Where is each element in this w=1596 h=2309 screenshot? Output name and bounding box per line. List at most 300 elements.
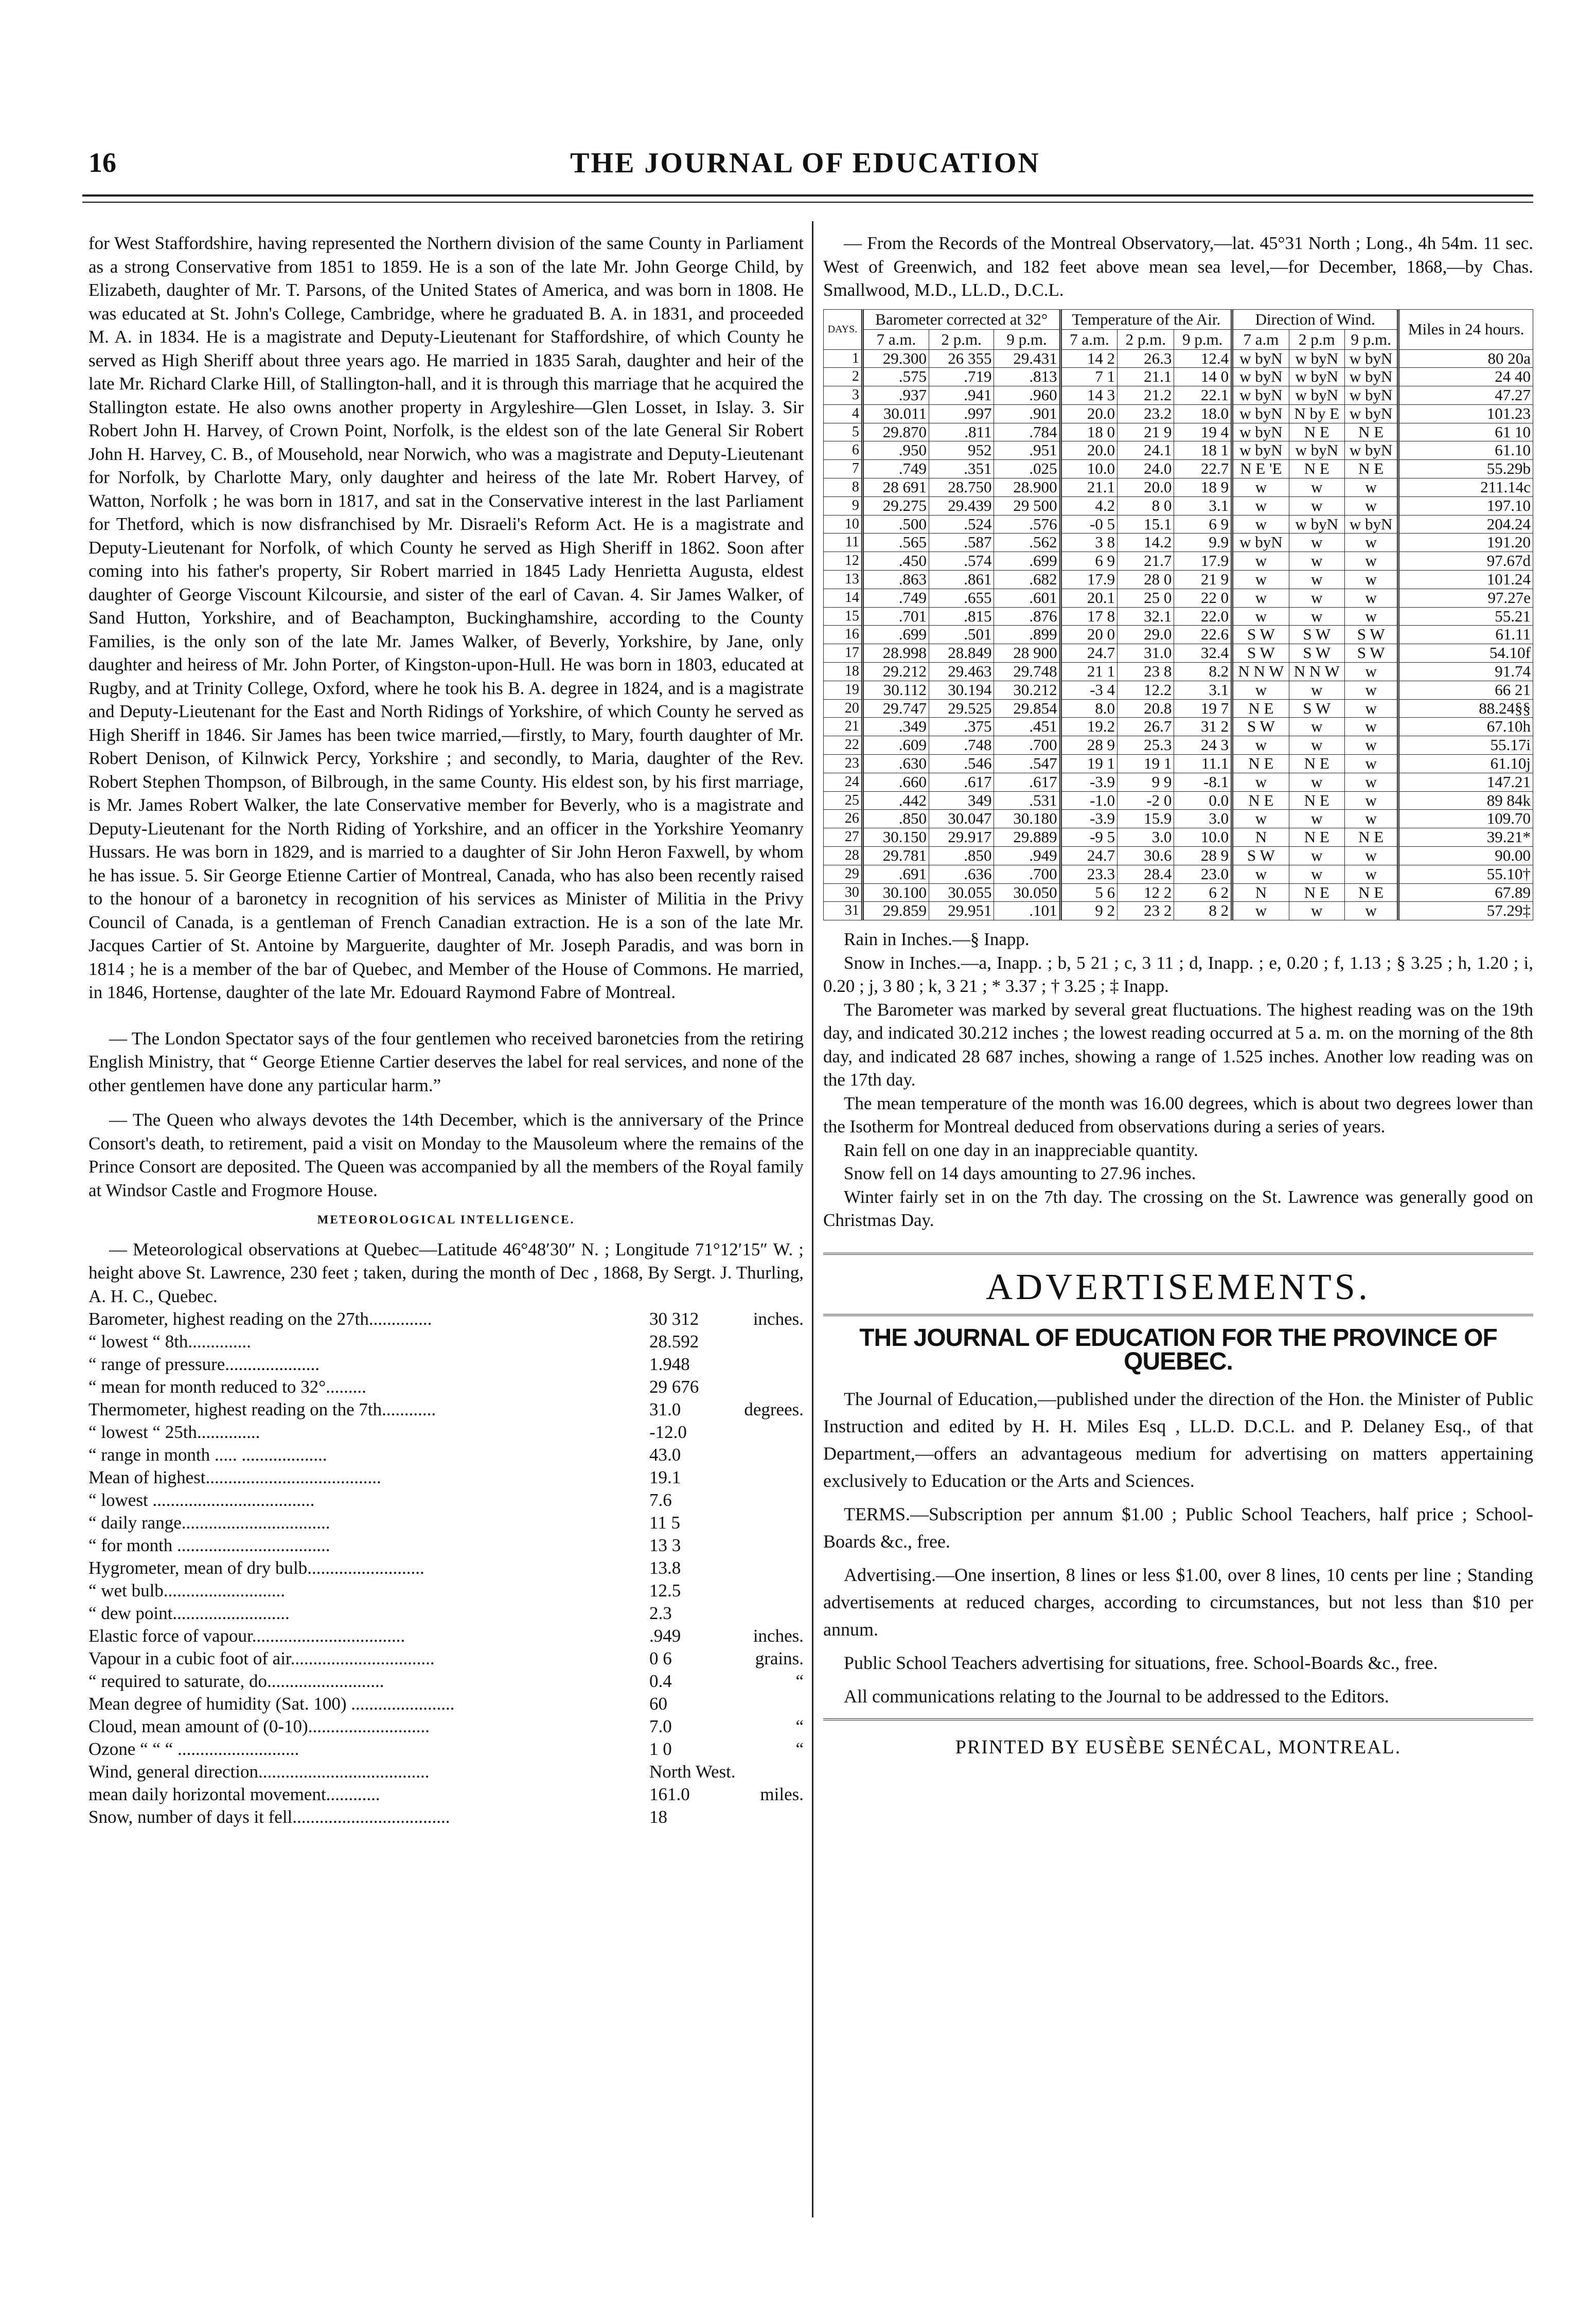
weather-cell: 29.275: [862, 496, 929, 515]
weather-cell: 349: [929, 791, 994, 810]
weather-cell: 101.23: [1398, 404, 1533, 423]
weather-cell: w byN: [1344, 349, 1398, 368]
weather-cell: 23.2: [1118, 404, 1174, 423]
weather-cell: 61 10: [1398, 423, 1533, 441]
weather-cell: S W: [1232, 718, 1289, 736]
weather-cell: 30.011: [862, 404, 929, 423]
weather-row: [824, 386, 1533, 405]
weather-cell: 21 9: [1118, 423, 1174, 441]
weather-cell: .876: [994, 607, 1060, 626]
weather-cell: w: [1344, 902, 1398, 920]
weather-cell: 29 500: [994, 496, 1060, 515]
day-cell: 4: [824, 404, 863, 423]
weather-cell: .576: [994, 515, 1060, 534]
weather-cell: .719: [929, 368, 994, 386]
weather-cell: w byN: [1289, 349, 1344, 368]
weather-cell: .617: [994, 773, 1060, 791]
weather-cell: 29.889: [994, 828, 1060, 847]
weather-cell: 22.6: [1174, 626, 1232, 644]
weather-cell: 30.6: [1118, 847, 1174, 865]
weather-cell: 22 0: [1174, 589, 1232, 607]
weather-cell: w: [1344, 736, 1398, 755]
weather-cell: -3.9: [1060, 810, 1118, 828]
weather-cell: 67.89: [1398, 883, 1533, 902]
weather-cell: w: [1289, 865, 1344, 883]
baronets-article: for West Staffordshire, having represented the Northern division of the same County in Parliament as a strong Conservative from 1851 to 1859. He is a son of the late Mr. John George Child, by Elizabeth, daughter of Mr. T. Parsons, of the United States of America, and was born in 1808. He was educated at St. John's College, Cambridge, where he graduated B. A. in 1831, and proceeded M. A. in 1834. He is a magistrate and Deputy-Lieutenant for Staffordshire, of which County he served as High Sheriff about three years ago. He married in 1835 Sarah, daughter and heir of the late Mr. Richard Clarke Hill, of Stallington-hall, and it is through this marriage that he acquired the Stallington estate. He also owns another property in Argyleshire—Glen Losset, in Islay. 3. Sir Robert John H. Harvey, of Crown Point, Norfolk, is the eldest son of the late General Sir Robert John H. Harvey, C. B., of Mousehold, near Norwich, who was a magistrate and Deputy-Lieutenant for Norfolk, by Charlotte Mary, only daughter and heiress of the late Mr. Robert Harvey, of Watton, Norfolk ; he was born in 1817, and sat in the Conservative interest in the last Parliament for Thetford, which is now disfranchised by Mr. Disraeli's Reform Act. He is a magistrate and Deputy-Lieutenant for Norfolk, of which County he served as High Sheriff in 1862. Soon after coming into his father's property, Sir Robert married in 1845 Lady Henrietta Augusta, eldest daughter of George Viscount Kilcoursie, and sister of the earl of Cavan. 4. Sir James Walker, of Sand Hutton, Yorkshire, and of Beachampton, Buckinghamshire, according to the County Families, is the only son of the late Mr. James Walker, of Beverly, Yorkshire, by Jane, only daughter and heiress of Mr. John Porter, of Kingston-upon-Hull. He was born in 1803, educated at Rugby, and at Trinity College, Oxford, where he took his B. A. degree in 1824, and is a magistrate and Deputy-Lieutenant for the East and North Ridings of Yorkshire, of which County he served as High Sheriff in 1846. Sir James has been twice married,—firstly, to Mary, fourth daughter of Mr. Robert Denison, of Kilnwick Percy, Yorkshire ; and secondly, to Maria, daughter of the Rev. Robert Stephen Thompson, of Bilbrough, in the same County. His eldest son, by his first marriage, is Mr. James Robert Walker, the late Conservative member for Beverly, who is a magistrate and Deputy-Lieutenant for the North Riding of Yorkshire, and an officer in the Yorkshire Yeomanry Hussars. He was born in 1829, and is married to a daughter of Sir John Heron Faxwell, by whom he has issue. 5. Sir George Etienne Cartier of Montreal, Canada, who has also been recently raised to the honour of a baronetcy in recognition of his services as Minister of Militia in the Privy Council of Canada, is a gentleman of French Canadian extraction. He is a son of the late Mr. Jacques Cartier of St. Antoine by Marguerite, daughter of Mr. Joseph Paradis, and was born in 1814 ; he is a member of the bar of Quebec, and Member of the House of Commons. He married, in 1846, Hortense, daughter of the late Mr. Edouard Raymond Fabre of Montreal.: [88, 233, 804, 1002]
weather-cell: 3.0: [1174, 810, 1232, 828]
weather-cell: 26.7: [1118, 718, 1174, 736]
weather-cell: 29.747: [862, 699, 929, 718]
weather-cell: 20.0: [1060, 404, 1118, 423]
weather-cell: 20 0: [1060, 626, 1118, 644]
weather-cell: S W: [1344, 644, 1398, 663]
weather-cell: 191.20: [1398, 534, 1533, 552]
weather-cell: 109.70: [1398, 810, 1533, 828]
miles-header: Miles in 24 hours.: [1398, 309, 1533, 349]
weather-cell: .997: [929, 404, 994, 423]
stats-value: -12.0: [649, 1422, 687, 1442]
weather-cell: 24.0: [1118, 460, 1174, 478]
weather-cell: .655: [929, 589, 994, 607]
weather-cell: 147.21: [1398, 773, 1533, 791]
day-cell: 3: [824, 386, 863, 405]
stats-label: “ daily range.................................: [88, 1513, 330, 1533]
weather-cell: .861: [929, 571, 994, 589]
weather-cell: 29.300: [862, 349, 929, 368]
stats-label: Cloud, mean amount of (0-10)...........................: [88, 1716, 430, 1736]
quebec-stats-table: [88, 1308, 804, 1828]
weather-cell: w: [1232, 571, 1289, 589]
day-cell: 31: [824, 902, 863, 920]
weather-cell: 17.9: [1174, 552, 1232, 571]
weather-cell: 17.9: [1060, 571, 1118, 589]
ad-paragraph: Public School Teachers advertising for situations, free. School-Boards &c., free.: [844, 1653, 1438, 1674]
weather-cell: 55.10†: [1398, 865, 1533, 883]
weather-cell: 47.27: [1398, 386, 1533, 405]
stats-value: .949: [649, 1626, 681, 1646]
weather-cell: 29.870: [862, 423, 929, 441]
weather-cell: 28.998: [862, 644, 929, 663]
weather-cell: w: [1232, 478, 1289, 497]
stats-label: Ozone “ “ “ ...........................: [88, 1739, 299, 1759]
weather-cell: N: [1232, 828, 1289, 847]
spectator-paragraph: — The London Spectator says of the four gentlemen who received baronetcies from the retiring English Ministry, that “ George Etienne Cartier deserves the label for real services, and none of the other gentlemen have done any particular harm.”: [88, 1028, 804, 1095]
weather-cell: 6 2: [1174, 883, 1232, 902]
weather-cell: .601: [994, 589, 1060, 607]
snow-note: Snow in Inches.—a, Inapp. ; b, 5 21 ; c, 3 11 ; d, Inapp. ; e, 0.20 ; f, 1.13 ; § 3.25 ; h, 1.20 ; i, 0.20 ; j, 3 80 ; k, 3 21 ; * 3.37 ; † 3.25 ; ‡ Inapp.: [823, 952, 1533, 997]
weather-cell: 30.047: [929, 810, 994, 828]
weather-cell: 19 4: [1174, 423, 1232, 441]
weather-cell: w byN: [1289, 386, 1344, 405]
weather-cell: w: [1232, 736, 1289, 755]
weather-cell: N E: [1289, 755, 1344, 773]
stats-value: 7.0: [649, 1716, 672, 1736]
weather-cell: 3.0: [1118, 828, 1174, 847]
weather-cell: N E: [1289, 423, 1344, 441]
weather-cell: w: [1344, 663, 1398, 681]
stats-unit: “: [795, 1671, 804, 1691]
weather-row: [824, 755, 1533, 773]
subheader-cell: 9 p.m.: [994, 329, 1060, 349]
weather-cell: 20.8: [1118, 699, 1174, 718]
weather-cell: 91.74: [1398, 663, 1533, 681]
weather-cell: w: [1344, 534, 1398, 552]
weather-cell: -1.0: [1060, 791, 1118, 810]
stats-row: [88, 1761, 804, 1783]
weather-cell: 30.150: [862, 828, 929, 847]
weather-cell: .617: [929, 773, 994, 791]
weather-cell: .901: [994, 404, 1060, 423]
weather-cell: .682: [994, 571, 1060, 589]
weather-cell: 8.0: [1060, 699, 1118, 718]
weather-cell: 20.1: [1060, 589, 1118, 607]
weather-cell: w: [1232, 607, 1289, 626]
weather-cell: 80 20a: [1398, 349, 1533, 368]
day-cell: 22: [824, 736, 863, 755]
weather-row: [824, 644, 1533, 663]
stats-unit: [736, 1557, 804, 1579]
weather-cell: .524: [929, 515, 994, 534]
weather-cell: .691: [862, 865, 929, 883]
weather-cell: N E: [1232, 755, 1289, 773]
weather-cell: .749: [862, 589, 929, 607]
weather-cell: .863: [862, 571, 929, 589]
weather-cell: 3.1: [1174, 496, 1232, 515]
weather-cell: .899: [994, 626, 1060, 644]
stats-row: [88, 1512, 804, 1534]
day-cell: 21: [824, 718, 863, 736]
weather-cell: .660: [862, 773, 929, 791]
weather-cell: .813: [994, 368, 1060, 386]
header-rule-thin: [82, 202, 1533, 203]
weather-cell: 24 3: [1174, 736, 1232, 755]
weather-cell: 19 1: [1118, 755, 1174, 773]
day-cell: 25: [824, 791, 863, 810]
stats-row: [88, 1602, 804, 1625]
weather-cell: 29.951: [929, 902, 994, 920]
subheader-cell: 7 a.m: [1232, 329, 1289, 349]
stats-row: [88, 1308, 804, 1330]
weather-cell: 20.0: [1118, 478, 1174, 497]
day-cell: 23: [824, 755, 863, 773]
weather-cell: .941: [929, 386, 994, 405]
weather-cell: w: [1344, 496, 1398, 515]
weather-cell: 28.900: [994, 478, 1060, 497]
stats-label: Mean degree of humidity (Sat. 100) .......................: [88, 1694, 455, 1714]
weather-cell: w: [1232, 515, 1289, 534]
weather-cell: 18 0: [1060, 423, 1118, 441]
weather-cell: 29.439: [929, 496, 994, 515]
journal-ad-title: THE JOURNAL OF EDUCATION FOR THE PROVINCE OF QUEBEC.: [859, 1324, 1497, 1375]
stats-unit: [736, 1353, 804, 1376]
weather-cell: 32.1: [1118, 607, 1174, 626]
weather-cell: 28 900: [994, 644, 1060, 663]
stats-unit: grains.: [755, 1648, 804, 1668]
weather-cell: w: [1289, 810, 1344, 828]
stats-value: 0 6: [649, 1648, 672, 1668]
weather-cell: w: [1289, 736, 1344, 755]
weather-cell: 21.1: [1118, 368, 1174, 386]
weather-cell: w: [1289, 589, 1344, 607]
weather-cell: 211.14c: [1398, 478, 1533, 497]
day-cell: 10: [824, 515, 863, 534]
weather-cell: w: [1344, 607, 1398, 626]
day-cell: 17: [824, 644, 863, 663]
weather-cell: w: [1344, 552, 1398, 571]
weather-cell: 28 691: [862, 478, 929, 497]
weather-cell: w: [1232, 865, 1289, 883]
subheader-cell: 9 p.m.: [1344, 329, 1398, 349]
printer-imprint: PRINTED BY EUSÈBE SENÉCAL, MONTREAL.: [955, 1736, 1402, 1759]
weather-cell: w byN: [1232, 534, 1289, 552]
weather-cell: 21 1: [1060, 663, 1118, 681]
weather-row: [824, 810, 1533, 828]
weather-row: [824, 902, 1533, 920]
weather-row: [824, 791, 1533, 810]
weather-cell: 29.917: [929, 828, 994, 847]
weather-cell: N N W: [1289, 663, 1344, 681]
weather-row: [824, 663, 1533, 681]
stats-unit: [736, 1489, 804, 1512]
weather-row: [824, 589, 1533, 607]
weather-cell: w byN: [1232, 368, 1289, 386]
weather-cell: 15.1: [1118, 515, 1174, 534]
weather-cell: S W: [1289, 699, 1344, 718]
weather-cell: 10.0: [1060, 460, 1118, 478]
weather-cell: w: [1289, 478, 1344, 497]
weather-cell: 0.0: [1174, 791, 1232, 810]
stats-label: “ lowest “ 25th..............: [88, 1422, 260, 1442]
weather-cell: 30.100: [862, 883, 929, 902]
stats-row: [88, 1783, 804, 1806]
day-cell: 7: [824, 460, 863, 478]
stats-unit: [736, 1579, 804, 1602]
stats-value: 0.4: [649, 1671, 672, 1691]
weather-cell: 29.212: [862, 663, 929, 681]
weather-row: [824, 423, 1533, 441]
stats-unit: [736, 1330, 804, 1353]
weather-cell: 21.7: [1118, 552, 1174, 571]
weather-cell: 39.21*: [1398, 828, 1533, 847]
weather-cell: w: [1344, 699, 1398, 718]
weather-cell: w: [1344, 718, 1398, 736]
weather-row: [824, 496, 1533, 515]
stats-label: mean daily horizontal movement............: [88, 1784, 380, 1804]
rain-note: Rain in Inches.—§ Inapp.: [844, 929, 1030, 950]
weather-cell: 29.525: [929, 699, 994, 718]
weather-cell: 54.10f: [1398, 644, 1533, 663]
day-cell: 29: [824, 865, 863, 883]
weather-cell: .701: [862, 607, 929, 626]
weather-cell: N E: [1344, 423, 1398, 441]
stats-value: 2.3: [649, 1603, 672, 1623]
weather-cell: .565: [862, 534, 929, 552]
weather-cell: w: [1289, 773, 1344, 791]
day-cell: 6: [824, 441, 863, 460]
stats-label: “ range of pressure.....................: [88, 1354, 320, 1374]
weather-cell: 28 9: [1174, 847, 1232, 865]
weather-row: [824, 460, 1533, 478]
stats-row: [88, 1376, 804, 1398]
weather-cell: w: [1232, 810, 1289, 828]
stats-row: [88, 1806, 804, 1828]
weather-cell: 55.21: [1398, 607, 1533, 626]
subheader-cell: 2 p.m.: [929, 329, 994, 349]
weather-cell: 5 6: [1060, 883, 1118, 902]
stats-unit: [736, 1376, 804, 1398]
weather-cell: w: [1289, 902, 1344, 920]
weather-cell: .562: [994, 534, 1060, 552]
weather-cell: .811: [929, 423, 994, 441]
stats-value: 31.0: [649, 1399, 681, 1419]
weather-cell: .749: [862, 460, 929, 478]
weather-cell: 12.2: [1118, 681, 1174, 699]
day-cell: 2: [824, 368, 863, 386]
weather-cell: w: [1344, 791, 1398, 810]
weather-cell: 23.0: [1174, 865, 1232, 883]
stats-label: “ for month ..................................: [88, 1535, 330, 1555]
ad-paragraph: The Journal of Education,—published under the direction of the Hon. the Minister of Public Instruction and edited by H. H. Miles Esq , LL.D. D.C.L. and P. Delaney Esq., of that Department,—offers an advantageous medium for advertising on matters appertaining exclusively to Education or the Arts and Sciences.: [823, 1389, 1533, 1491]
stats-unit: [736, 1602, 804, 1625]
weather-cell: 9 2: [1060, 902, 1118, 920]
wind-direction-header: Direction of Wind.: [1232, 309, 1398, 329]
weather-cell: .850: [929, 847, 994, 865]
stats-row: [88, 1693, 804, 1715]
weather-cell: N E 'E: [1232, 460, 1289, 478]
weather-cell: 19 7: [1174, 699, 1232, 718]
weather-cell: w: [1232, 681, 1289, 699]
weather-cell: w: [1289, 718, 1344, 736]
weather-cell: .815: [929, 607, 994, 626]
weather-cell: 30.180: [994, 810, 1060, 828]
journal-ad-body: [823, 1386, 1533, 1710]
stats-label: “ dew point..........................: [88, 1603, 290, 1623]
weather-cell: 29.748: [994, 663, 1060, 681]
weather-cell: 30.050: [994, 883, 1060, 902]
left-column: [88, 232, 804, 1828]
weather-row: [824, 736, 1533, 755]
weather-cell: 22.7: [1174, 460, 1232, 478]
weather-cell: .587: [929, 534, 994, 552]
weather-cell: 20.0: [1060, 441, 1118, 460]
weather-cell: 19 1: [1060, 755, 1118, 773]
weather-cell: .850: [862, 810, 929, 828]
weather-cell: w: [1289, 607, 1344, 626]
weather-row: [824, 828, 1533, 847]
stats-label: Mean of highest.......................................: [88, 1467, 381, 1487]
stats-unit: “: [795, 1716, 804, 1736]
weather-cell: w byN: [1289, 368, 1344, 386]
weather-cell: 23 2: [1118, 902, 1174, 920]
weather-cell: .451: [994, 718, 1060, 736]
weather-cell: 14 3: [1060, 386, 1118, 405]
barometer-header: Barometer corrected at 32°: [862, 309, 1060, 329]
weather-cell: 67.10h: [1398, 718, 1533, 736]
stats-row: [88, 1421, 804, 1444]
weather-cell: w byN: [1344, 368, 1398, 386]
stats-value: 1 0: [649, 1739, 672, 1759]
weather-row: [824, 847, 1533, 865]
stats-row: [88, 1534, 804, 1557]
weather-cell: 14.2: [1118, 534, 1174, 552]
stats-label: “ required to saturate, do..........................: [88, 1671, 384, 1691]
weather-cell: 30.212: [994, 681, 1060, 699]
stats-row: [88, 1353, 804, 1376]
weather-note: Winter fairly set in on the 7th day. The crossing on the St. Lawrence was generally good on Christmas Day.: [823, 1186, 1533, 1231]
stats-row: [88, 1489, 804, 1512]
weather-cell: .937: [862, 386, 929, 405]
weather-cell: w: [1289, 496, 1344, 515]
weather-cell: 24.1: [1118, 441, 1174, 460]
day-cell: 20: [824, 699, 863, 718]
day-cell: 30: [824, 883, 863, 902]
stats-row: [88, 1579, 804, 1602]
subheader-cell: 2 p.m.: [1118, 329, 1174, 349]
weather-cell: S W: [1289, 644, 1344, 663]
weather-cell: .748: [929, 736, 994, 755]
weather-cell: 28.750: [929, 478, 994, 497]
weather-row: [824, 534, 1533, 552]
day-cell: 15: [824, 607, 863, 626]
weather-cell: w: [1232, 552, 1289, 571]
day-cell: 1: [824, 349, 863, 368]
weather-cell: 12 2: [1118, 883, 1174, 902]
right-column: [823, 232, 1533, 1760]
weather-cell: 8 0: [1118, 496, 1174, 515]
weather-cell: .699: [994, 552, 1060, 571]
weather-cell: w byN: [1232, 441, 1289, 460]
weather-cell: 29.431: [994, 349, 1060, 368]
stats-value: 43.0: [649, 1445, 681, 1465]
weather-note: Snow fell on 14 days amounting to 27.96 inches.: [844, 1163, 1196, 1184]
weather-cell: 17 8: [1060, 607, 1118, 626]
weather-cell: 22.0: [1174, 607, 1232, 626]
weather-cell: w: [1344, 681, 1398, 699]
weather-cell: 28.4: [1118, 865, 1174, 883]
weather-cell: w byN: [1344, 386, 1398, 405]
subheader-cell: 7 a.m.: [862, 329, 929, 349]
stats-label: “ wet bulb...........................: [88, 1580, 286, 1601]
stats-unit: degrees.: [744, 1399, 804, 1419]
weather-cell: w: [1289, 571, 1344, 589]
stats-unit: [736, 1444, 804, 1466]
stats-value: 161.0: [649, 1784, 690, 1804]
weather-row: [824, 607, 1533, 626]
weather-cell: 30.112: [862, 681, 929, 699]
weather-cell: N E: [1289, 791, 1344, 810]
weather-cell: w byN: [1344, 515, 1398, 534]
stats-unit: [736, 1421, 804, 1444]
quebec-observations-intro: — Meteorological observations at Quebec—Latitude 46°48′30″ N. ; Longitude 71°12′15″ W. ; height above St. Lawrence, 230 feet ; taken, during the month of Dec , 1868, By Sergt. J. Thurling, A. H. C., Quebec.: [88, 1239, 804, 1306]
weather-cell: w byN: [1232, 423, 1289, 441]
weather-cell: 204.24: [1398, 515, 1533, 534]
weather-cell: w: [1344, 589, 1398, 607]
day-cell: 8: [824, 478, 863, 497]
weather-cell: 8 2: [1174, 902, 1232, 920]
weather-cell: w byN: [1289, 515, 1344, 534]
weather-cell: 90.00: [1398, 847, 1533, 865]
stats-label: Barometer, highest reading on the 27th..............: [88, 1309, 432, 1329]
stats-label: “ mean for month reduced to 32°.........: [88, 1377, 366, 1397]
page-header: [82, 147, 1528, 183]
weather-cell: 22.1: [1174, 386, 1232, 405]
weather-cell: N: [1232, 883, 1289, 902]
weather-cell: N E: [1344, 460, 1398, 478]
weather-cell: 61.11: [1398, 626, 1533, 644]
subheader-cell: 7 a.m.: [1060, 329, 1118, 349]
day-cell: 5: [824, 423, 863, 441]
weather-cell: .531: [994, 791, 1060, 810]
